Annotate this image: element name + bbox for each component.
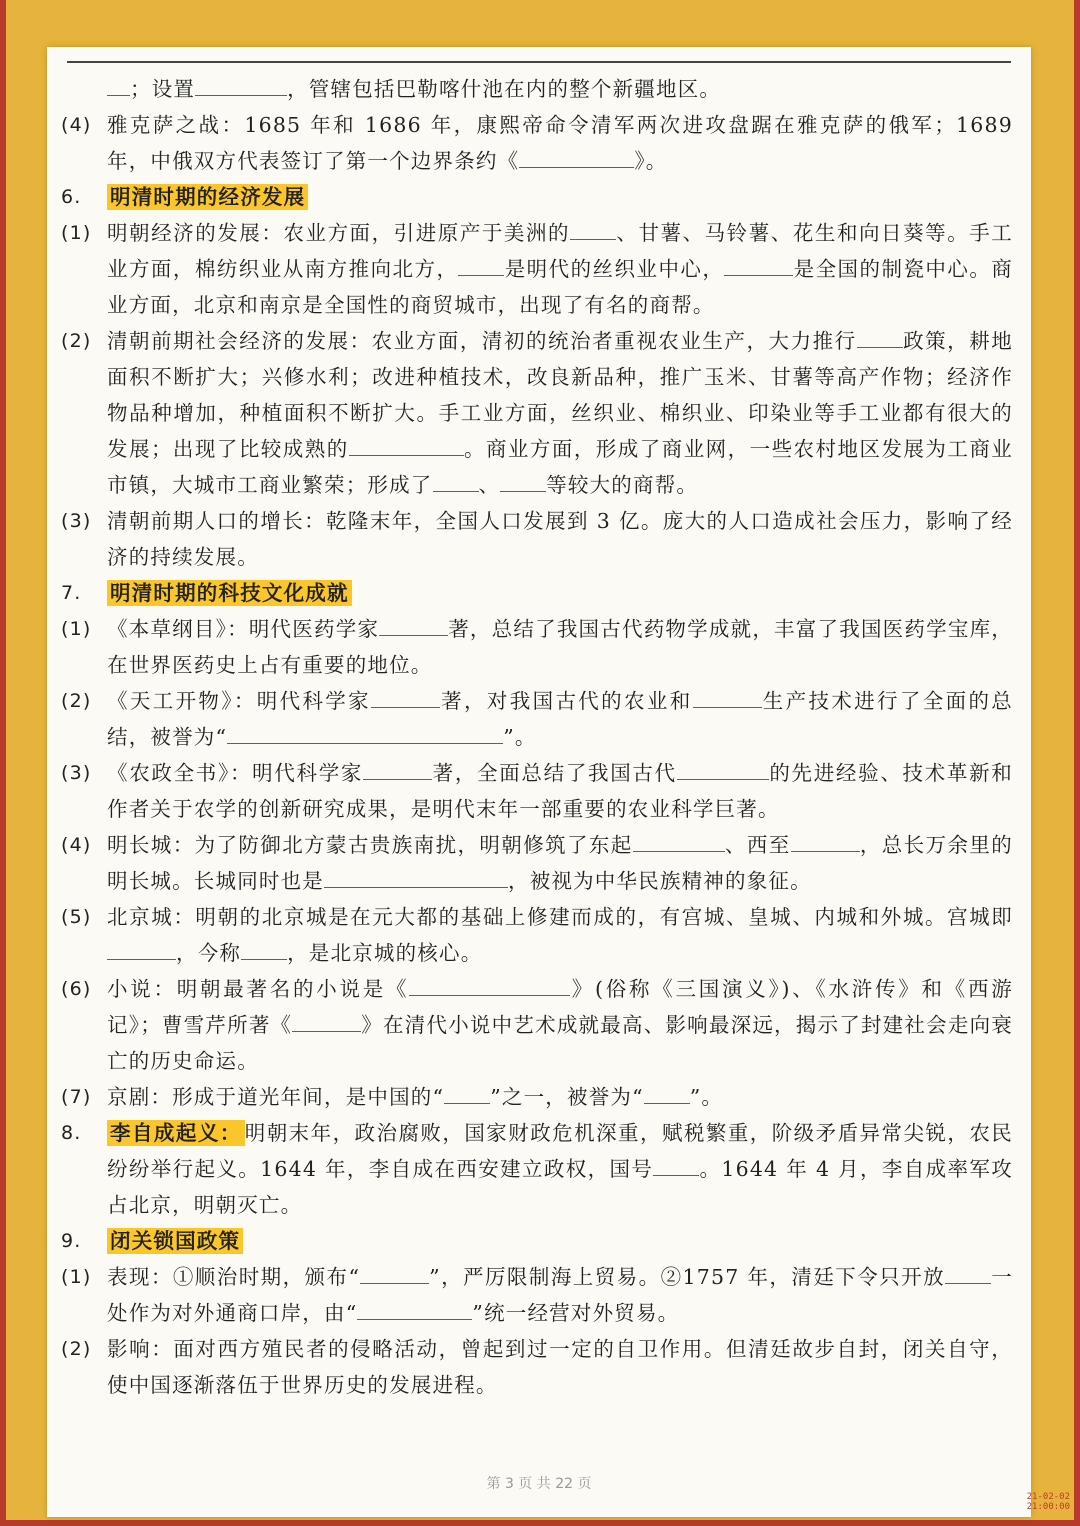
top-rule bbox=[67, 61, 1011, 63]
timestamp-stamp: 21-02-02 21:00:00 bbox=[1026, 1492, 1070, 1512]
item-7-3: (3) 《农政全书》：明代科学家 著，全面总结了我国古代 的先进经验、技术革新和作者关于农学的创新研究成果，是明代末年一部重要的农业科学巨著。 bbox=[61, 761, 1014, 821]
fill-in-blank bbox=[433, 473, 479, 492]
fill-in-blank bbox=[324, 869, 508, 888]
item-7-6: (6) 小说：明朝最著名的小说是《 》(俗称《三国演义》)、《水浒传》和《西游记》；曹雪芹所著《 》在清代小说中艺术成就最高、影响最深远，揭示了封建社会走向衰亡的历史命运。 bbox=[61, 977, 1014, 1073]
item-6-2: (2) 清朝前期社会经济的发展：农业方面，清初的统治者重视农业生产，大力推行 政策，耕地面积不断扩大；兴修水利；改进种植技术，改良新品种，推广玉米、甘薯等高产作物；经济作物品种增加，种植面积不断扩大。手工业方面，丝织业、棉织业、印染业等手工业都有很大的发展；出现了比较成熟的 。商业方面，形成了商业网，一些农村地区发展为工商业市镇，大城市工商业繁荣；形成了 、 等较大的商帮。 bbox=[61, 329, 1014, 497]
item-9-2: (2) 影响：面对西方殖民者的侵略活动，曾起到过一定的自卫作用。但清廷故步自封，闭关自守，使中国逐渐落伍于世界历史的发展进程。 bbox=[61, 1337, 1013, 1397]
fill-in-blank bbox=[644, 1085, 690, 1104]
item-9-1: (1) 表现：①顺治时期，颁布“ ”，严厉限制海上贸易。②1757 年，清廷下令只开放 一处作为对外通商口岸，由“ ”统一经营对外贸易。 bbox=[61, 1265, 1013, 1325]
fill-in-blank bbox=[633, 833, 725, 852]
document-page bbox=[47, 47, 1031, 1517]
fill-in-blank bbox=[653, 1157, 699, 1176]
item-7-1: (1) 《本草纲目》：明代医药学家 著，总结了我国古代药物学成就，丰富了我国医药学宝库，在世界医药史上占有重要的地位。 bbox=[61, 617, 1013, 677]
fill-in-blank bbox=[379, 617, 448, 636]
fill-in-blank bbox=[360, 1265, 429, 1284]
section-6-heading: 6. 明清时期的经济发展 bbox=[61, 179, 1013, 215]
fill-in-blank bbox=[292, 1013, 361, 1032]
item-6-1: (1) 明朝经济的发展：农业方面，引进原产于美洲的 、甘薯、马铃薯、花生和向日葵等。手工业方面，棉纺织业从南方推向北方， 是明代的丝织业中心， 是全国的制瓷中心。商业方面，北京和南京是全国性的商贸城市，出现了有名的商帮。 bbox=[61, 221, 1014, 317]
fill-in-blank bbox=[857, 329, 903, 348]
section-9-heading: 9. 闭关锁国政策 bbox=[61, 1223, 1013, 1259]
item-7-4: (4) 明长城：为了防御北方蒙古贵族南扰，明朝修筑了东起 、西至 ，总长万余里的明长城。长城同时也是 ，被视为中华民族精神的象征。 bbox=[61, 833, 1013, 893]
section-title: 明清时期的经济发展 bbox=[107, 184, 308, 210]
item-7-2: (2) 《天工开物》：明代科学家 著，对我国古代的农业和 生产技术进行了全面的总结，被誉为“ ”。 bbox=[61, 689, 1014, 749]
fill-in-blank bbox=[107, 941, 176, 960]
section-title: 明清时期的科技文化成就 bbox=[107, 580, 352, 606]
fill-in-blank bbox=[677, 761, 769, 780]
left-border bbox=[0, 0, 6, 1526]
fill-in-blank bbox=[363, 761, 432, 780]
item-6-3: (3) 清朝前期人口的增长：乾隆末年，全国人口发展到 3 亿。庞大的人口造成社会压力，影响了经济的持续发展。 bbox=[61, 509, 1013, 569]
section-title: 闭关锁国政策 bbox=[107, 1228, 243, 1254]
right-border bbox=[1074, 0, 1080, 1526]
fill-in-blank bbox=[444, 1085, 490, 1104]
fill-in-blank bbox=[458, 257, 504, 276]
section-8: 8. 李自成起义： 明朝末年，政治腐败，国家财政危机深重，赋税繁重，阶级矛盾异常尖锐，农民纷纷举行起义。1644 年，李自成在西安建立政权，国号 。1644 年 4 月，李自成率军攻占北京，明朝灭亡。 bbox=[61, 1121, 1014, 1217]
fill-in-blank bbox=[693, 689, 762, 708]
item-7-7: (7) 京剧：形成于道光年间，是中国的“ ”之一，被誉为“ ”。 bbox=[61, 1085, 724, 1109]
fill-in-blank bbox=[371, 689, 440, 708]
fill-in-blank bbox=[227, 725, 503, 744]
fill-in-blank bbox=[570, 221, 616, 240]
section-7-heading: 7. 明清时期的科技文化成就 bbox=[61, 575, 1013, 611]
fill-in-blank bbox=[724, 257, 793, 276]
section-title: 李自成起义： bbox=[107, 1120, 245, 1146]
section-8-text: 明朝末年，政治腐败，国家财政危机深重，赋税繁重，阶级矛盾异常尖锐，农民纷纷举行起义。1644 年，李自成在西安建立政权，国号 。1644 年 4 月，李自成率军攻占北京，明朝灭亡。 bbox=[107, 1121, 1014, 1217]
document-content bbox=[61, 71, 1013, 1403]
line-continuation: ；设置 ，管辖包括巴勒喀什池在内的整个新疆地区。 bbox=[61, 71, 1013, 107]
fill-in-blank bbox=[409, 977, 570, 996]
bottom-border bbox=[0, 1520, 1080, 1526]
fill-in-blank bbox=[500, 473, 546, 492]
fill-in-blank bbox=[241, 941, 287, 960]
fill-in-blank bbox=[519, 149, 634, 168]
item-5-4: (4) 雅克萨之战：1685 年和 1686 年，康熙帝命令清军两次进攻盘踞在雅克萨的俄军；1689 年，中俄双方代表签订了第一个边界条约《 》。 bbox=[61, 113, 1013, 173]
fill-in-blank bbox=[349, 437, 464, 456]
fill-in-blank bbox=[791, 833, 860, 852]
fill-in-blank bbox=[357, 1301, 472, 1320]
item-7-5: (5) 北京城：明朝的北京城是在元大都的基础上修建而成的，有宫城、皇城、内城和外城。宫城即，今称 ，是北京城的核心。 bbox=[61, 905, 1013, 965]
page-footer: 第 3 页 共 22 页 bbox=[486, 1476, 592, 1492]
fill-in-blank bbox=[195, 77, 287, 96]
fill-in-blank bbox=[107, 77, 130, 96]
fill-in-blank bbox=[945, 1265, 991, 1284]
